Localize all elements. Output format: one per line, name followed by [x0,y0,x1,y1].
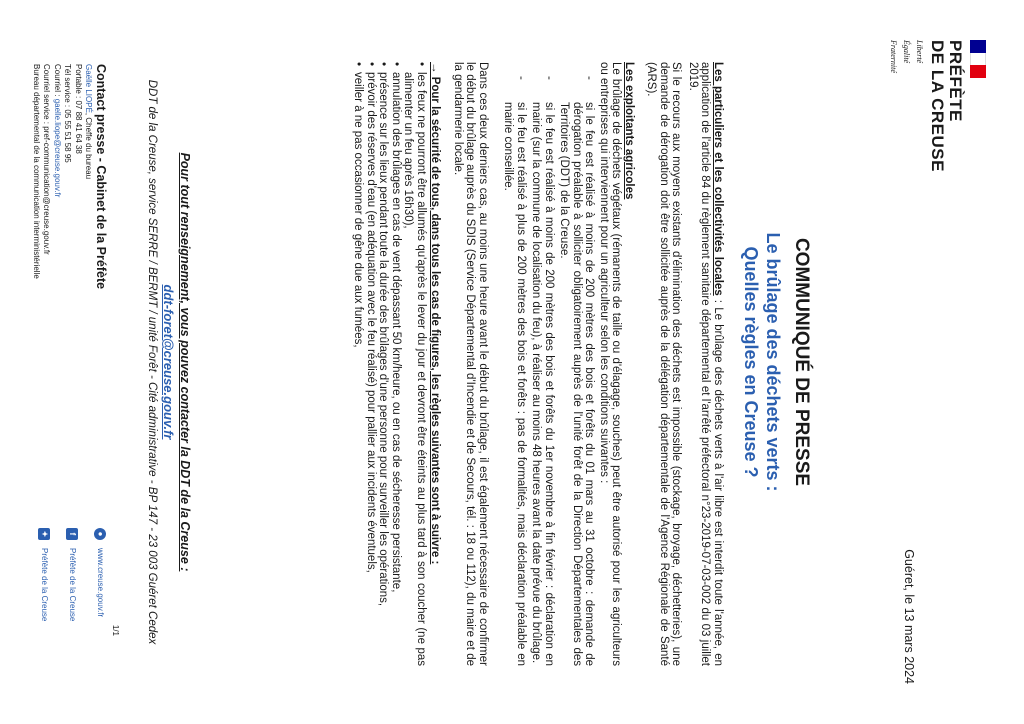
document-date: Guéret, le 13 mars 2024 [902,549,916,684]
press-contact-email-row [52,64,63,464]
section2-heading: Les exploitants agricoles [623,62,635,200]
list-item: - si le feu est réalisé à moins de 200 mètres des bois et forêts du 1er novembre à fin février : déclaration en mairie (sur la commune de localisation du feu), à réaliser au moins 48 heures avant la date prévue du brûlage. [530,62,555,666]
motto-fraternite: Fraternité [889,40,898,73]
page-number: 1/1 [111,624,120,636]
section2-intro: Le brûlage de déchets végétaux (rémanents de taille ou d'élagage, souches) peut être autorisé pour les agriculteurs ou entreprises qui interviennent pour un agriculteur selon les conditions suivantes : [598,62,623,666]
press-contact-name: Gaëlle LIOPÉ [84,64,94,113]
press-contact-phone: Tél service : 05 55 51 58 95 [63,64,73,163]
bureau-name: Bureau départemental de la communication interministérielle [32,64,41,279]
french-flag-icon [970,40,986,78]
section1-text1: : Le brûlage des déchets verts à l'air libre est interdit toute l'année, en application de l'article 84 du règlement sanitaire départemental et l'arrêté préfectoral n°23-2019-07-03-002 du 03 juillet 2019. [687,62,724,666]
section3-heading: → Pour la sécurité de tous, dans tous les cas de figures, les règles suivantes sont à suivre : [429,62,442,565]
contact-line: Pour tout renseignement, vous pouvez contacter la DDT de la Creuse : [178,152,192,572]
twitter-row [38,528,50,678]
list-item: • présence sur les lieux pendant toute la durée des brûlages d'une personne pour surveiller les opérations, [377,62,390,666]
logo-title-line1: PRÉFÈTE [946,40,965,122]
list-item: • les feux ne pourront être allumés qu'après le lever du jour et devront être éteints au plus tard à son coucher (ne pas alimenter un feu après 16h30), [402,62,427,666]
facebook-link[interactable]: Préfète de la Creuse [68,548,77,622]
press-contact-name-row [83,64,94,464]
press-contact [31,64,107,464]
facebook-row [66,528,78,678]
section1-text2: Si le recours aux moyens existants d'élimination des déchets est impossible (stockage, broyage, déchetteries), une demande de dérogation doit être sollicitée auprès de la délégation départementale de l'Agence Régionale de Santé (ARS). [645,62,683,666]
motto-liberte: Liberté [915,40,924,64]
website-link[interactable]: www.creuse.gouv.fr [96,548,105,618]
document-body [352,62,724,666]
press-contact-heading: Contact presse - Cabinet de la Préfète [94,64,108,290]
service-email: Courriel service : pref-communication@creuse.gouv.fr [42,64,52,255]
subtitle-line1: Le brûlage des déchets verts : [763,232,783,492]
list-item: • veiller à ne pas occasionner de gêne due aux fumées, [352,62,365,666]
social-links [22,528,106,678]
twitter-icon: ✦ [38,528,50,540]
section1-heading: Les particuliers et les collectivités locales [712,62,724,296]
press-email-link[interactable]: gaelle.liope@creuse.gouv.fr [53,98,62,198]
press-email-label: Courriel : [53,64,62,99]
list-item: - si le feu est réalisé à moins de 200 mètres des bois et forêts du 01 mars au 31 octobre : demande de dérogation préalable à solliciter obligatoirement auprès de l'unité forêt de la Direction Départementales des Territoires (DDT) de la Creuse. [558,62,596,666]
prefecture-logo [889,40,986,240]
section2-list [502,62,596,666]
motto-egalite: Égalité [902,40,911,64]
website-row [94,528,106,678]
subtitle-line2: Quelles règles en Creuse ? [741,246,761,478]
press-contact-mobile: Portable : 07 88 41 64 38 [74,64,83,154]
document-title: COMMUNIQUÉ DE PRESSE [791,237,812,487]
contact-email-link[interactable]: ddt-foret@creuse.gouv.fr [161,284,176,440]
logo-title-line2: DE LA CREUSE [928,40,947,172]
section2-closing: Dans ces deux derniers cas, au moins une heure avant le début du brûlage, il est également nécessaire de confirmer le début du brûlage auprès du SDIS (Service Départemental d'Incendie et de Secours, tél. : 18 ou 112), du maire et de la gendarmerie locale. [452,62,489,666]
web-icon: ● [94,528,106,540]
document-subtitle [740,0,784,724]
ddt-address: DDT de la Creuse, service SERRE / BERMT / unité Forêt - Cité administrative - BP 147 - 23 003 Guéret Cedex [146,79,158,645]
press-contact-role: , Cheffe du bureau [84,112,94,180]
list-item: - si le feu est réalisé à plus de 200 mètres des bois et forêts : pas de formalités, mais déclaration préalable en mairie conseillée. [502,62,527,666]
list-item: • annulation des brûlages en cas de vent dépassant 50 km/heure, ou en cas de sécheresse persistante, [390,62,403,666]
facebook-icon: f [66,528,78,540]
section3-list [352,62,427,666]
twitter-link[interactable]: Préfète de la Creuse [40,548,49,622]
list-item: • prévoir des réserves d'eau (en adéquation avec le feu réalisé) pour pallier aux incidents éventuels, [365,62,378,666]
section1-paragraph [687,62,725,666]
